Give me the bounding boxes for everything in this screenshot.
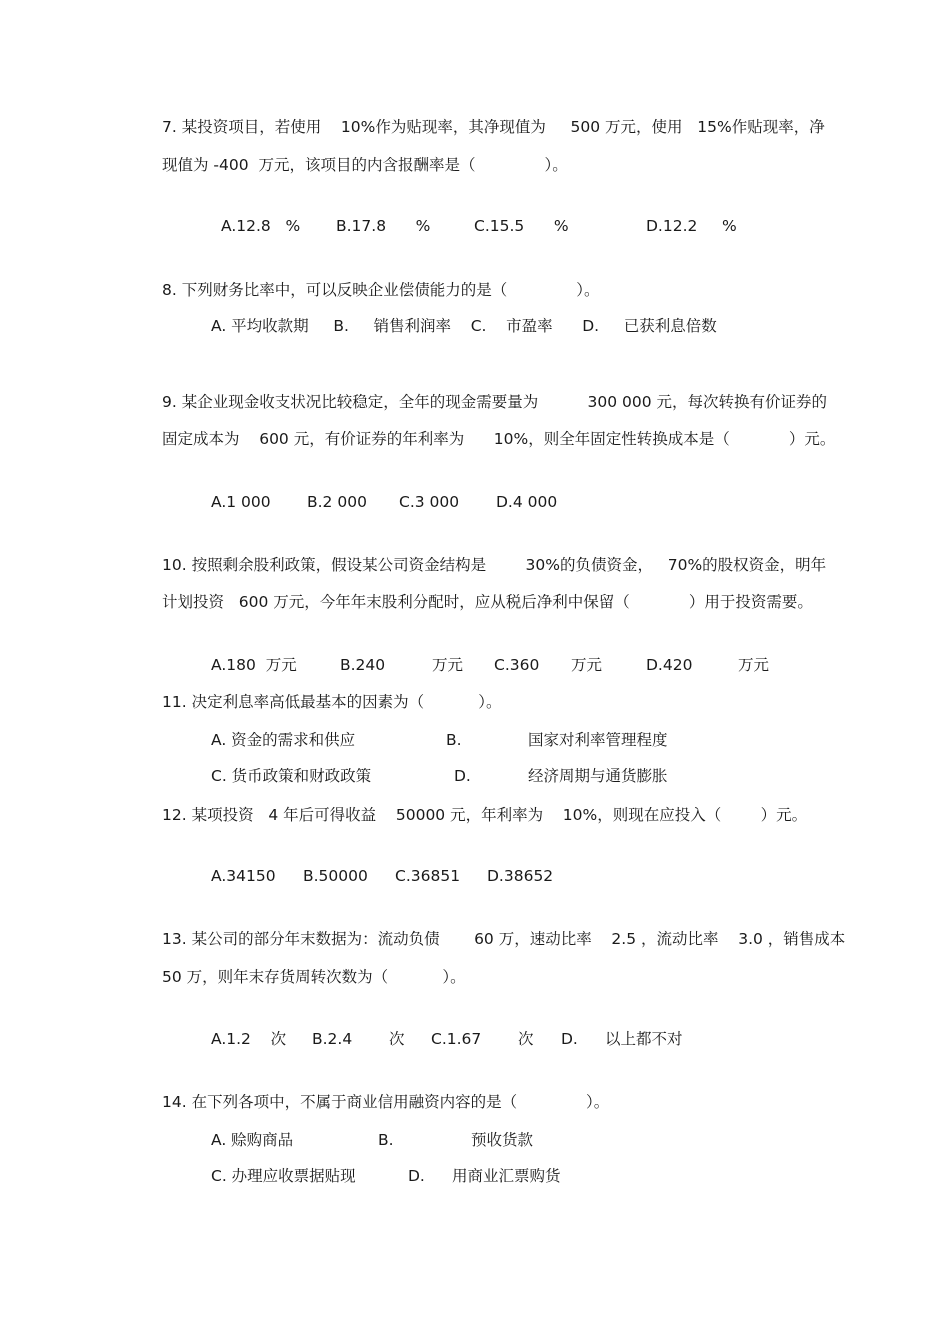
q9-stem-line1: 9. 某企业现金收支状况比较稳定，全年的现金需要量为 300 000 元，每次转换有价证券的 bbox=[162, 393, 828, 411]
q10-option-b-unit: 万元 bbox=[432, 656, 464, 674]
q10-option-c: C.360 bbox=[494, 656, 540, 674]
q14-stem: 14. 在下列各项中，不属于商业信用融资内容的是（ ）。 bbox=[162, 1093, 610, 1111]
q11-stem: 11. 决定利息率高低最基本的因素为（ ）。 bbox=[162, 693, 502, 711]
q9-option-c: C.3 000 bbox=[399, 493, 460, 511]
q11-option-c: C. 货币政策和财政政策 bbox=[211, 767, 372, 785]
q13-option-a: A.1.2 次 bbox=[211, 1030, 287, 1048]
q13-option-d-text: 以上都不对 bbox=[605, 1030, 683, 1048]
q10-option-a: A.180 万元 bbox=[211, 656, 297, 674]
q10-option-b: B.240 bbox=[340, 656, 386, 674]
q12-option-a: A.34150 bbox=[211, 867, 276, 885]
q10-option-d-unit: 万元 bbox=[738, 656, 770, 674]
q11-option-a: A. 资金的需求和供应 bbox=[211, 731, 356, 749]
q8-options: A. 平均收款期 B. 销售利润率 C. 市盈率 D. 已获利息倍数 bbox=[211, 317, 717, 335]
q12-option-b: B.50000 bbox=[303, 867, 368, 885]
q13-option-c-unit: 次 bbox=[518, 1030, 534, 1048]
q11-option-d: D. bbox=[454, 767, 471, 785]
q14-option-d: D. bbox=[408, 1167, 425, 1185]
q13-option-b-unit: 次 bbox=[389, 1030, 405, 1048]
q7-stem-line2: 现值为 -400 万元，该项目的内含报酬率是（ ）。 bbox=[162, 156, 568, 174]
q10-option-d: D.420 bbox=[646, 656, 693, 674]
q13-option-d: D. bbox=[561, 1030, 578, 1048]
q9-stem-line2: 固定成本为 600 元，有价证券的年利率为 10%，则全年固定性转换成本是（ ）元。 bbox=[162, 430, 836, 448]
q9-option-d: D.4 000 bbox=[496, 493, 558, 511]
q7-option-b: B.17.8 % bbox=[336, 217, 431, 235]
q11-option-d-text: 经济周期与通货膨胀 bbox=[528, 767, 668, 785]
q14-option-a: A. 赊购商品 bbox=[211, 1131, 294, 1149]
q9-option-a: A.1 000 bbox=[211, 493, 271, 511]
q12-option-c: C.36851 bbox=[395, 867, 461, 885]
q7-option-a: A.12.8 % bbox=[221, 217, 301, 235]
q13-stem-line1: 13. 某公司的部分年末数据为：流动负债 60 万，速动比率 2.5 ，流动比率 3.0 ，销售成本 bbox=[162, 930, 846, 948]
q12-option-d: D.38652 bbox=[487, 867, 554, 885]
q7-stem-line1: 7. 某投资项目，若使用 10%作为贴现率，其净现值为 500 万元，使用 15%作贴现率，净 bbox=[162, 118, 825, 136]
q7-option-d: D.12.2 % bbox=[646, 217, 737, 235]
q11-option-b-text: 国家对利率管理程度 bbox=[528, 731, 668, 749]
q8-stem: 8. 下列财务比率中，可以反映企业偿债能力的是（ ）。 bbox=[162, 281, 600, 299]
q14-option-d-text: 用商业汇票购货 bbox=[452, 1167, 561, 1185]
q9-option-b: B.2 000 bbox=[307, 493, 367, 511]
q10-stem-line1: 10. 按照剩余股利政策，假设某公司资金结构是 30%的负债资金， 70%的股权资金，明年 bbox=[162, 556, 827, 574]
q13-option-c: C.1.67 bbox=[431, 1030, 482, 1048]
q7-option-c: C.15.5 % bbox=[474, 217, 569, 235]
q12-stem: 12. 某项投资 4 年后可得收益 50000 元，年利率为 10%，则现在应投入（ ）元。 bbox=[162, 806, 808, 824]
q13-option-b: B.2.4 bbox=[312, 1030, 353, 1048]
q14-option-b-text: 预收货款 bbox=[471, 1131, 534, 1149]
q10-stem-line2: 计划投资 600 万元，今年年末股利分配时，应从税后净利中保留（ ）用于投资需要。 bbox=[162, 593, 813, 611]
q14-option-c: C. 办理应收票据贴现 bbox=[211, 1167, 356, 1185]
q11-option-b: B. bbox=[446, 731, 462, 749]
q13-stem-line2: 50 万，则年末存货周转次数为（ ）。 bbox=[162, 968, 466, 986]
q14-option-b: B. bbox=[378, 1131, 394, 1149]
q10-option-c-unit: 万元 bbox=[571, 656, 603, 674]
